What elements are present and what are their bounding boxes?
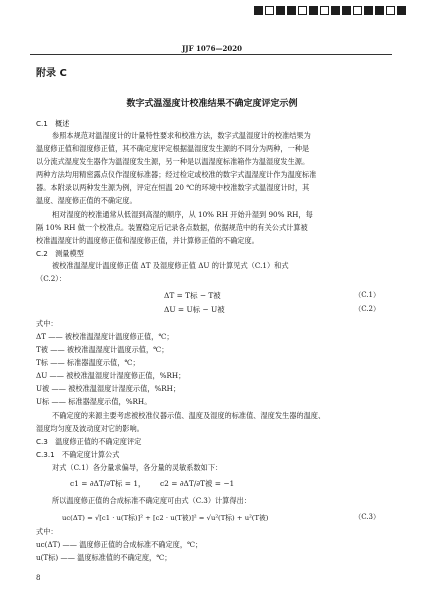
section-c2: C.2 测量模型 [36, 249, 84, 258]
section-c31: C.3.1 不确定度计算公式 [36, 450, 120, 459]
definition-line: u(T标) —— 温度标准值的不确定度，℃； [36, 553, 172, 562]
paragraph-line: 所以温度修正值的合成标准不确定度可由式（C.3）计算得出： [52, 496, 251, 505]
section-c1: C.1 概述 [36, 119, 70, 128]
paragraph-line: 隔 10% RH 做一个校准点。装置稳定后记录各点数据，依据规范中的有关公式计算被 [36, 223, 308, 232]
equation-c1: ΔT = T标 − T被 [164, 291, 221, 300]
definition-line: uc(ΔT) —— 温度修正值的合成标准不确定度，℃； [36, 540, 203, 549]
appendix-label: 附录 C [36, 68, 67, 79]
paragraph-line: 不确定度的来源主要考虑被校准仪器示值、温度及湿度的标准值、湿度发生器的温度、 [52, 411, 326, 420]
paragraph-line: 温度修正值和湿度修正值，其不确定度评定根据温湿度发生源的不同分为两种，一种是 [36, 144, 310, 153]
definition-line: T被 —— 被校准温湿度计温度示值，℃； [36, 345, 169, 354]
paragraph-line: 湿度均匀度及波动度对它的影响。 [36, 424, 144, 433]
equation-c2: ΔU = U标 − U被 [164, 305, 225, 314]
equation-number: （C.3） [354, 513, 380, 521]
paragraph-line: 相对湿度的校准通常从低湿到高湿的顺序，从 10% RH 开始升湿到 90% RH，每 [52, 210, 313, 219]
document-code: JJF 1076—2020 [182, 44, 242, 53]
paragraph-line: 两种方法均用精密露点仪作湿度标准器；经过检定或校准的数字式温湿度计作为温度标准 [36, 170, 317, 179]
sensitivity-c2: c2 = ∂ΔT/∂T被 = −1 [160, 479, 235, 488]
paragraph-line: 校准温湿度计的温度修正值和湿度修正值，并计算修正值的不确定度。 [36, 236, 259, 245]
paragraph-line: 以分流式湿度发生器作为温湿度发生源，另一种是以温湿度标准箱作为温湿度发生源。 [36, 157, 310, 166]
corner-stamp [254, 6, 406, 15]
equation-number: （C.2） [354, 305, 380, 313]
page-number: 8 [36, 574, 41, 582]
paragraph-line: 温度、湿度修正值的不确定度。 [36, 196, 137, 205]
equation-number: （C.1） [354, 291, 380, 299]
page-title: 数字式温湿度计校准结果不确定度评定示例 [126, 99, 298, 109]
header-rule [30, 54, 392, 55]
definition-line: T标 —— 标准器温度示值，℃； [36, 358, 140, 367]
equation-c3: uc(ΔT) = √[c1 · u(T标)]² + [c2 · u(T被)]² = √u²(T标) + u²(T被) [62, 514, 269, 522]
section-c3: C.3 温度修正值的不确定度评定 [36, 437, 142, 446]
definition-line: U被 —— 被校准温湿度计湿度示值，%RH； [36, 384, 181, 393]
definition-line: ΔU —— 被校准温湿度计湿度修正值，%RH； [36, 371, 186, 380]
paragraph-line: （C.2）： [36, 274, 67, 283]
paragraph-line: 对式（C.1）各分量求偏导，各分量的灵敏系数如下： [52, 463, 223, 472]
where-label: 式中： [36, 527, 58, 536]
paragraph-line: 参照本规范对温湿度计的计量特性要求和校准方法，数字式温湿度计的校准结果为 [52, 131, 311, 140]
paragraph-line: 被校准温湿度计温度修正值 ΔT 及湿度修正值 ΔU 的计算见式（C.1）和式 [52, 261, 289, 270]
paragraph-line: 器。本附录以两种发生源为例，评定在恒温 20 ℃的环境中校准数字式温湿度计时，其 [36, 183, 310, 192]
definition-line: U标 —— 标准器湿度示值，%RH。 [36, 397, 152, 406]
where-label: 式中： [36, 319, 58, 328]
sensitivity-c1: c1 = ∂ΔT/∂T标 = 1， [70, 479, 146, 488]
definition-line: ΔT —— 被校准温湿度计温度修正值，℃； [36, 332, 174, 341]
